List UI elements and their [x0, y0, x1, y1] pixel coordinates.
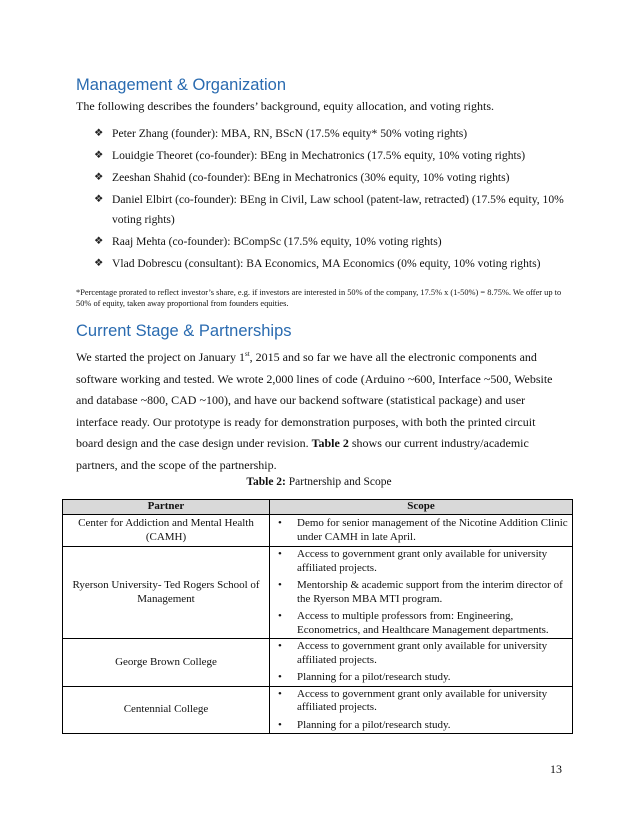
diamond-bullet-icon: ❖ [94, 194, 104, 205]
bullet-icon: • [278, 610, 282, 622]
page-number: 13 [550, 762, 562, 776]
founder-item: ❖ Zeeshan Shahid (co-founder): BEng in Mechatronics (30% equity, 10% voting rights) [94, 168, 564, 188]
diamond-bullet-icon: ❖ [94, 172, 104, 183]
partner-cell: George Brown College [63, 639, 270, 687]
diamond-bullet-icon: ❖ [94, 258, 104, 269]
bullet-icon: • [278, 687, 282, 700]
founder-item: ❖ Peter Zhang (founder): MBA, RN, BScN (17.5% equity* 50% voting rights) [94, 124, 564, 144]
partner-cell: Centennial College [63, 686, 270, 734]
founder-item: ❖ Raaj Mehta (co-founder): BCompSc (17.5% equity, 10% voting rights) [94, 232, 564, 252]
bullet-icon: • [278, 548, 282, 560]
founders-list [94, 124, 564, 276]
table-header-row [63, 500, 573, 515]
diamond-bullet-icon: ❖ [94, 150, 104, 161]
table-row [63, 547, 573, 639]
partnership-table [62, 499, 573, 734]
partner-column-header: Partner [63, 500, 270, 515]
partner-cell: Center for Addiction and Mental Health (CAMH) [63, 515, 270, 547]
diamond-bullet-icon: ❖ [94, 128, 104, 139]
management-heading: Management & Organization [76, 76, 287, 94]
founder-item: ❖ Louidgie Theoret (co-founder): BEng in Mechatronics (17.5% equity, 10% voting rights) [94, 146, 564, 166]
partner-cell: Ryerson University- Ted Rogers School of Management [63, 547, 270, 639]
scope-column-header: Scope [270, 500, 573, 515]
stage-heading: Current Stage & Partnerships [76, 322, 292, 340]
bullet-icon: • [278, 579, 282, 591]
equity-footnote: *Percentage prorated to reflect investor’s share, e.g. if investors are interested in 50% of the company, 17.5% x (1-50%) = 8.75%. We offer up to 50% of equity, taken away proportional from founders equities. [76, 288, 562, 308]
table-row [63, 515, 573, 547]
bullet-icon: • [278, 671, 282, 683]
scope-cell: • Demo for senior management of the Nicotine Addition Clinic under CAMH in late April. [270, 515, 573, 547]
table-caption: Table 2: Partnership and Scope [246, 476, 392, 488]
stage-paragraph: We started the project on January 1st, 2015 and so far we have all the electronic components and software working and tested. We wrote 2,000 lines of code (Arduino ~600, Interface ~500, Website and database ~800, CAD ~100), and have our backend software (statistical package) and user interface ready. Our prototype is ready for demonstration purposes, with both the printed circuit board design and the case design under revision. Table 2 shows our current industry/academic partners, and the scope of the partnership. [76, 350, 553, 472]
table-row [63, 639, 573, 687]
founder-item: ❖ Daniel Elbirt (co-founder): BEng in Civil, Law school (patent-law, retracted) (17.5% equity, 10% voting rights) [94, 190, 564, 230]
management-intro: The following describes the founders’ background, equity allocation, and voting rights. [76, 99, 495, 113]
founder-item: ❖ Vlad Dobrescu (consultant): BA Economics, MA Economics (0% equity, 10% voting rights) [94, 254, 564, 274]
scope-cell: • Access to government grant only available for university affiliated projects. • Mentorship & academic support from the interim director of the Ryerson MBA MTI program. • Access to multiple professors from: Engineering, Econometrics, and Healthcare Management departments. [270, 547, 573, 639]
scope-cell: • Access to government grant only available for university affiliated projects. • Planning for a pilot/research study. [270, 639, 573, 687]
bullet-icon: • [278, 718, 282, 731]
bullet-icon: • [278, 517, 282, 529]
table-row [63, 686, 573, 734]
scope-cell: • Access to government grant only available for university affiliated projects. • Planning for a pilot/research study. [270, 686, 573, 734]
diamond-bullet-icon: ❖ [94, 236, 104, 247]
bullet-icon: • [278, 640, 282, 652]
